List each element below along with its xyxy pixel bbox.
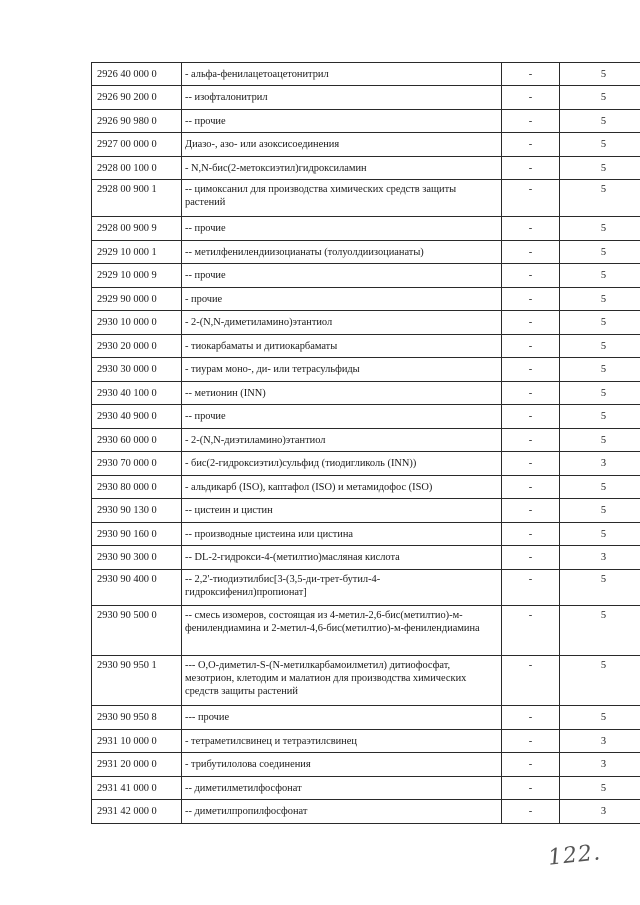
rate-cell: 3 [560,546,640,570]
table-row [92,288,640,311]
code-cell: 2930 90 500 0 [92,606,182,656]
duty-cell: - [502,730,560,753]
code-cell: 2931 10 000 0 [92,730,182,753]
duty-cell: - [502,452,560,476]
table-row [92,476,640,499]
duty-cell: - [502,180,560,217]
description-cell: -- смесь изомеров, состоящая из 4-метил-2,6-бис(метилтио)-м-фенилендиамина и 2-метил-4,6-бис(метилтио)-м-фенилендиамина [182,606,502,656]
code-cell: 2928 00 900 1 [92,180,182,217]
description-cell: - альфа-фенилацетоацетонитрил [182,63,502,86]
code-cell: 2930 80 000 0 [92,476,182,499]
table-row [92,180,640,217]
table-row [92,86,640,110]
description-cell: --- прочие [182,706,502,730]
table-row [92,217,640,241]
table-row [92,800,640,824]
description-cell: - тиурам моно-, ди- или тетрасульфиды [182,358,502,382]
duty-cell: - [502,217,560,241]
code-cell: 2926 90 200 0 [92,86,182,110]
code-cell: 2930 90 160 0 [92,523,182,546]
table-row [92,606,640,656]
table-row [92,730,640,753]
duty-cell: - [502,241,560,264]
duty-cell: - [502,656,560,706]
rate-cell: 3 [560,452,640,476]
table-row [92,499,640,523]
rate-cell: 5 [560,405,640,429]
duty-cell: - [502,63,560,86]
description-cell: - N,N-бис(2-метоксиэтил)гидроксиламин [182,157,502,180]
duty-cell: - [502,311,560,335]
page-number: 122. [546,840,603,871]
duty-cell: - [502,405,560,429]
rate-cell: 5 [560,157,640,180]
table-row [92,753,640,777]
table-row [92,335,640,358]
description-cell: - 2-(N,N-диэтиламино)этантиол [182,429,502,452]
code-cell: 2930 40 900 0 [92,405,182,429]
duty-cell: - [502,606,560,656]
description-cell: --- О,О-диметил-S-(N-метилкарбамоилметил) дитиофосфат, мезотрион, клетодим и малатион для производства химических средств защиты растений [182,656,502,706]
duty-cell: - [502,777,560,800]
code-cell: 2930 60 000 0 [92,429,182,452]
rate-cell: 5 [560,217,640,241]
tariff-table [91,62,640,824]
rate-cell: 5 [560,241,640,264]
description-cell: -- изофталонитрил [182,86,502,110]
table-row [92,523,640,546]
code-cell: 2930 90 400 0 [92,570,182,606]
table-row [92,382,640,405]
duty-cell: - [502,546,560,570]
description-cell: -- метилфенилендиизоцианаты (толуолдиизоцианаты) [182,241,502,264]
code-cell: 2930 90 950 8 [92,706,182,730]
duty-cell: - [502,523,560,546]
rate-cell: 5 [560,656,640,706]
rate-cell: 5 [560,335,640,358]
table-body [92,63,640,824]
table-row [92,311,640,335]
code-cell: 2929 90 000 0 [92,288,182,311]
description-cell: -- цимоксанил для производства химических средств защиты растений [182,180,502,217]
description-cell: - прочие [182,288,502,311]
description-cell: -- производные цистеина или цистина [182,523,502,546]
rate-cell: 5 [560,288,640,311]
code-cell: 2931 42 000 0 [92,800,182,824]
rate-cell: 5 [560,63,640,86]
duty-cell: - [502,570,560,606]
code-cell: 2930 90 950 1 [92,656,182,706]
rate-cell: 3 [560,800,640,824]
description-cell: -- диметилметилфосфонат [182,777,502,800]
duty-cell: - [502,429,560,452]
duty-cell: - [502,800,560,824]
rate-cell: 5 [560,133,640,157]
description-cell: -- метионин (INN) [182,382,502,405]
rate-cell: 3 [560,753,640,777]
code-cell: 2930 90 300 0 [92,546,182,570]
table-row [92,777,640,800]
description-cell: - трибутилолова соединения [182,753,502,777]
code-cell: 2929 10 000 1 [92,241,182,264]
table-row [92,110,640,133]
rate-cell: 5 [560,110,640,133]
table-row [92,706,640,730]
rate-cell: 5 [560,429,640,452]
description-cell: -- DL-2-гидрокси-4-(метилтио)масляная кислота [182,546,502,570]
table-row [92,429,640,452]
description-cell: -- диметилпропилфосфонат [182,800,502,824]
duty-cell: - [502,358,560,382]
code-cell: 2930 10 000 0 [92,311,182,335]
rate-cell: 5 [560,264,640,288]
code-cell: 2931 20 000 0 [92,753,182,777]
rate-cell: 3 [560,730,640,753]
table-row [92,656,640,706]
rate-cell: 5 [560,358,640,382]
rate-cell: 5 [560,86,640,110]
duty-cell: - [502,706,560,730]
description-cell: - бис(2-гидроксиэтил)сульфид (тиодигликоль (INN)) [182,452,502,476]
description-cell: -- прочие [182,110,502,133]
duty-cell: - [502,157,560,180]
code-cell: 2930 30 000 0 [92,358,182,382]
duty-cell: - [502,476,560,499]
code-cell: 2928 00 900 9 [92,217,182,241]
rate-cell: 5 [560,382,640,405]
rate-cell: 5 [560,311,640,335]
code-cell: 2926 40 000 0 [92,63,182,86]
code-cell: 2926 90 980 0 [92,110,182,133]
rate-cell: 5 [560,777,640,800]
rate-cell: 5 [560,570,640,606]
table-row [92,452,640,476]
duty-cell: - [502,382,560,405]
description-cell: - 2-(N,N-диметиламино)этантиол [182,311,502,335]
code-cell: 2927 00 000 0 [92,133,182,157]
table-row [92,405,640,429]
rate-cell: 5 [560,476,640,499]
code-cell: 2930 90 130 0 [92,499,182,523]
duty-cell: - [502,335,560,358]
table-row [92,157,640,180]
table-row [92,264,640,288]
table-row [92,63,640,86]
code-cell: 2930 20 000 0 [92,335,182,358]
description-cell: Диазо-, азо- или азоксисоединения [182,133,502,157]
description-cell: -- цистеин и цистин [182,499,502,523]
description-cell: - тиокарбаматы и дитиокарбаматы [182,335,502,358]
description-cell: - тетраметилсвинец и тетраэтилсвинец [182,730,502,753]
code-cell: 2930 70 000 0 [92,452,182,476]
table-row [92,570,640,606]
table-row [92,546,640,570]
code-cell: 2929 10 000 9 [92,264,182,288]
duty-cell: - [502,133,560,157]
code-cell: 2930 40 100 0 [92,382,182,405]
rate-cell: 5 [560,523,640,546]
table-row [92,241,640,264]
code-cell: 2931 41 000 0 [92,777,182,800]
description-cell: -- 2,2'-тиодиэтилбис[3-(3,5-ди-трет-бутил-4-гидроксифенил)пропионат] [182,570,502,606]
rate-cell: 5 [560,180,640,217]
duty-cell: - [502,110,560,133]
duty-cell: - [502,264,560,288]
table-row [92,133,640,157]
duty-cell: - [502,499,560,523]
rate-cell: 5 [560,499,640,523]
duty-cell: - [502,753,560,777]
duty-cell: - [502,288,560,311]
table-row [92,358,640,382]
description-cell: -- прочие [182,264,502,288]
description-cell: -- прочие [182,217,502,241]
duty-cell: - [502,86,560,110]
rate-cell: 5 [560,706,640,730]
description-cell: - альдикарб (ISO), каптафол (ISO) и метамидофос (ISO) [182,476,502,499]
description-cell: -- прочие [182,405,502,429]
rate-cell: 5 [560,606,640,656]
code-cell: 2928 00 100 0 [92,157,182,180]
